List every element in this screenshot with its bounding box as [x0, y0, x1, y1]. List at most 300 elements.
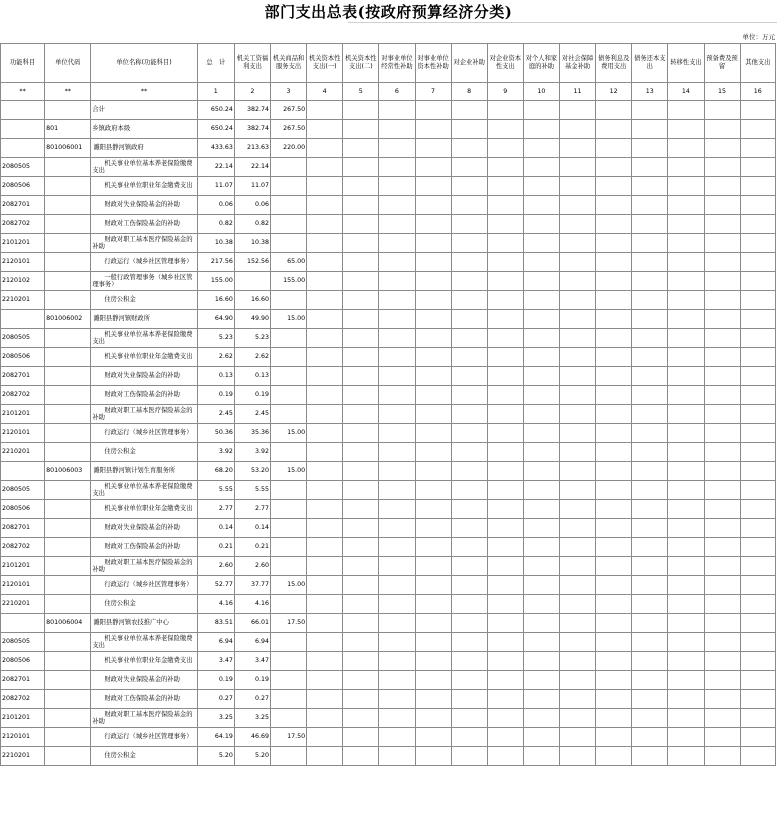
unit-code-cell — [45, 367, 91, 386]
empty-cell — [523, 709, 559, 728]
unit-code-cell — [45, 424, 91, 443]
empty-cell — [596, 253, 632, 272]
unit-name-cell: 财政对工伤保险基金的补助 — [91, 386, 197, 405]
empty-cell — [704, 253, 740, 272]
empty-cell — [343, 405, 379, 424]
empty-cell — [487, 329, 523, 348]
empty-cell — [560, 196, 596, 215]
table-row — [1, 348, 776, 367]
empty-cell — [596, 196, 632, 215]
empty-cell — [307, 709, 343, 728]
empty-cell — [451, 272, 487, 291]
table-row — [1, 291, 776, 310]
empty-cell — [451, 728, 487, 747]
empty-cell — [343, 101, 379, 120]
empty-cell — [668, 234, 704, 253]
empty-cell — [668, 500, 704, 519]
empty-cell — [415, 595, 451, 614]
goods-services-cell — [271, 633, 307, 652]
empty-cell — [415, 291, 451, 310]
table-row — [1, 576, 776, 595]
table-row — [1, 443, 776, 462]
empty-cell — [523, 728, 559, 747]
column-index: 13 — [632, 83, 668, 101]
empty-cell — [632, 747, 668, 766]
empty-cell — [704, 538, 740, 557]
page-title: 部门支出总表(按政府预算经济分类) — [264, 3, 513, 21]
empty-cell — [740, 652, 775, 671]
unit-name-cell: 行政运行（城乡社区管理事务） — [91, 424, 197, 443]
empty-cell — [523, 443, 559, 462]
empty-cell — [379, 728, 415, 747]
column-header: 其他支出 — [740, 44, 775, 83]
empty-cell — [379, 614, 415, 633]
empty-cell — [487, 424, 523, 443]
empty-cell — [307, 253, 343, 272]
empty-cell — [668, 519, 704, 538]
empty-cell — [451, 348, 487, 367]
unit-name-cell: 乡镇政府本级 — [91, 120, 197, 139]
empty-cell — [379, 652, 415, 671]
empty-cell — [523, 405, 559, 424]
empty-cell — [704, 329, 740, 348]
empty-cell — [668, 576, 704, 595]
table-row — [1, 690, 776, 709]
empty-cell — [415, 234, 451, 253]
empty-cell — [668, 595, 704, 614]
wage-cell: 0.21 — [234, 538, 270, 557]
empty-cell — [307, 329, 343, 348]
empty-cell — [560, 633, 596, 652]
empty-cell — [343, 633, 379, 652]
empty-cell — [704, 196, 740, 215]
empty-cell — [632, 481, 668, 500]
empty-cell — [343, 386, 379, 405]
column-header: 转移性支出 — [668, 44, 704, 83]
empty-cell — [415, 500, 451, 519]
empty-cell — [487, 728, 523, 747]
empty-cell — [632, 386, 668, 405]
empty-cell — [307, 139, 343, 158]
empty-cell — [596, 215, 632, 234]
empty-cell — [487, 595, 523, 614]
unit-name-cell: 财政对工伤保险基金的补助 — [91, 538, 197, 557]
total-cell: 0.27 — [197, 690, 234, 709]
total-cell: 3.92 — [197, 443, 234, 462]
table-row — [1, 481, 776, 500]
empty-cell — [379, 481, 415, 500]
total-cell: 64.90 — [197, 310, 234, 329]
table-row — [1, 671, 776, 690]
column-index: 8 — [451, 83, 487, 101]
empty-cell — [487, 709, 523, 728]
column-index: 6 — [379, 83, 415, 101]
unit-name-cell: 机关事业单位职业年金缴费支出 — [91, 652, 197, 671]
table-row — [1, 367, 776, 386]
empty-cell — [668, 367, 704, 386]
empty-cell — [523, 101, 559, 120]
empty-cell — [740, 367, 775, 386]
function-code-cell: 2082701 — [1, 367, 45, 386]
empty-cell — [740, 709, 775, 728]
empty-cell — [487, 101, 523, 120]
unit-name-cell: 财政对职工基本医疗保险基金的补助 — [91, 709, 197, 728]
empty-cell — [704, 557, 740, 576]
column-index: ** — [45, 83, 91, 101]
function-code-cell: 2210201 — [1, 291, 45, 310]
empty-cell — [523, 538, 559, 557]
unit-code-cell — [45, 348, 91, 367]
empty-cell — [632, 177, 668, 196]
empty-cell — [632, 462, 668, 481]
empty-cell — [379, 671, 415, 690]
empty-cell — [560, 709, 596, 728]
total-cell: 0.82 — [197, 215, 234, 234]
empty-cell — [596, 310, 632, 329]
unit-code-cell — [45, 234, 91, 253]
wage-cell: 3.92 — [234, 443, 270, 462]
empty-cell — [487, 443, 523, 462]
function-code-cell: 2210201 — [1, 443, 45, 462]
empty-cell — [523, 633, 559, 652]
unit-name-cell: 行政运行（城乡社区管理事务） — [91, 576, 197, 595]
total-cell: 2.45 — [197, 405, 234, 424]
empty-cell — [343, 690, 379, 709]
unit-name-cell: 濉阳县静河镇计划生育服务所 — [91, 462, 197, 481]
empty-cell — [632, 348, 668, 367]
empty-cell — [668, 253, 704, 272]
unit-name-cell: 财政对职工基本医疗保险基金的补助 — [91, 234, 197, 253]
goods-services-cell: 15.00 — [271, 462, 307, 481]
empty-cell — [487, 310, 523, 329]
empty-cell — [343, 614, 379, 633]
empty-cell — [307, 215, 343, 234]
empty-cell — [560, 557, 596, 576]
empty-cell — [632, 538, 668, 557]
empty-cell — [379, 557, 415, 576]
empty-cell — [343, 348, 379, 367]
empty-cell — [451, 367, 487, 386]
total-cell: 4.16 — [197, 595, 234, 614]
goods-services-cell — [271, 709, 307, 728]
empty-cell — [740, 405, 775, 424]
empty-cell — [596, 291, 632, 310]
empty-cell — [668, 424, 704, 443]
empty-cell — [487, 538, 523, 557]
empty-cell — [415, 557, 451, 576]
empty-cell — [451, 671, 487, 690]
empty-cell — [523, 424, 559, 443]
empty-cell — [632, 576, 668, 595]
empty-cell — [451, 538, 487, 557]
empty-cell — [740, 177, 775, 196]
column-index: 1 — [197, 83, 234, 101]
empty-cell — [451, 690, 487, 709]
table-row — [1, 120, 776, 139]
empty-cell — [451, 234, 487, 253]
goods-services-cell: 15.00 — [271, 424, 307, 443]
total-cell: 217.56 — [197, 253, 234, 272]
empty-cell — [596, 424, 632, 443]
unit-code-cell: 801006001 — [45, 139, 91, 158]
table-row — [1, 462, 776, 481]
empty-cell — [307, 595, 343, 614]
empty-cell — [487, 690, 523, 709]
goods-services-cell — [271, 215, 307, 234]
empty-cell — [704, 728, 740, 747]
empty-cell — [668, 348, 704, 367]
wage-cell: 5.55 — [234, 481, 270, 500]
wage-cell: 37.77 — [234, 576, 270, 595]
unit-code-cell — [45, 196, 91, 215]
empty-cell — [740, 538, 775, 557]
unit-name-cell: 住房公积金 — [91, 595, 197, 614]
empty-cell — [560, 728, 596, 747]
empty-cell — [632, 291, 668, 310]
empty-cell — [307, 519, 343, 538]
goods-services-cell — [271, 481, 307, 500]
total-cell: 16.60 — [197, 291, 234, 310]
empty-cell — [560, 519, 596, 538]
total-cell: 5.55 — [197, 481, 234, 500]
empty-cell — [451, 120, 487, 139]
wage-cell: 0.82 — [234, 215, 270, 234]
empty-cell — [740, 101, 775, 120]
unit-name-cell: 机关事业单位基本养老保险缴费支出 — [91, 481, 197, 500]
empty-cell — [596, 557, 632, 576]
function-code-cell: 2101201 — [1, 234, 45, 253]
unit-name-cell: 住房公积金 — [91, 291, 197, 310]
empty-cell — [632, 500, 668, 519]
column-header: 债务还本支出 — [632, 44, 668, 83]
empty-cell — [740, 196, 775, 215]
unit-name-cell: 合计 — [91, 101, 197, 120]
total-cell: 22.14 — [197, 158, 234, 177]
wage-cell: 0.19 — [234, 671, 270, 690]
wage-cell: 2.77 — [234, 500, 270, 519]
empty-cell — [632, 310, 668, 329]
empty-cell — [523, 690, 559, 709]
function-code-cell: 2210201 — [1, 747, 45, 766]
empty-cell — [740, 443, 775, 462]
goods-services-cell — [271, 158, 307, 177]
total-cell: 10.38 — [197, 234, 234, 253]
empty-cell — [343, 652, 379, 671]
column-header: 机关工资福利支出 — [234, 44, 270, 83]
empty-cell — [343, 329, 379, 348]
empty-cell — [487, 177, 523, 196]
table-row — [1, 139, 776, 158]
unit-code-cell — [45, 215, 91, 234]
empty-cell — [379, 500, 415, 519]
empty-cell — [451, 481, 487, 500]
empty-cell — [668, 196, 704, 215]
empty-cell — [307, 462, 343, 481]
empty-cell — [343, 424, 379, 443]
wage-cell: 213.63 — [234, 139, 270, 158]
goods-services-cell — [271, 367, 307, 386]
empty-cell — [596, 500, 632, 519]
function-code-cell: 2080506 — [1, 177, 45, 196]
empty-cell — [740, 519, 775, 538]
unit-code-cell — [45, 500, 91, 519]
empty-cell — [704, 348, 740, 367]
empty-cell — [704, 139, 740, 158]
goods-services-cell — [271, 405, 307, 424]
empty-cell — [596, 671, 632, 690]
empty-cell — [560, 253, 596, 272]
unit-name-cell: 濉阳县静河镇农技推广中心 — [91, 614, 197, 633]
unit-name-cell: 机关事业单位职业年金缴费支出 — [91, 500, 197, 519]
empty-cell — [343, 595, 379, 614]
empty-cell — [596, 405, 632, 424]
column-header: 单位代码 — [45, 44, 91, 83]
empty-cell — [451, 462, 487, 481]
empty-cell — [451, 557, 487, 576]
empty-cell — [632, 272, 668, 291]
empty-cell — [668, 177, 704, 196]
function-code-cell: 2082702 — [1, 538, 45, 557]
unit-code-cell — [45, 291, 91, 310]
empty-cell — [740, 576, 775, 595]
empty-cell — [415, 538, 451, 557]
empty-cell — [487, 272, 523, 291]
empty-cell — [668, 386, 704, 405]
empty-cell — [307, 120, 343, 139]
empty-cell — [523, 139, 559, 158]
column-index: 11 — [560, 83, 596, 101]
empty-cell — [596, 367, 632, 386]
empty-cell — [740, 215, 775, 234]
wage-cell: 382.74 — [234, 120, 270, 139]
empty-cell — [307, 177, 343, 196]
empty-cell — [451, 595, 487, 614]
empty-cell — [379, 272, 415, 291]
empty-cell — [415, 196, 451, 215]
empty-cell — [596, 519, 632, 538]
unit-code-cell — [45, 538, 91, 557]
empty-cell — [740, 595, 775, 614]
column-header: 债务利息及费用支出 — [596, 44, 632, 83]
empty-cell — [451, 519, 487, 538]
empty-cell — [704, 310, 740, 329]
empty-cell — [307, 481, 343, 500]
total-cell: 0.13 — [197, 367, 234, 386]
empty-cell — [523, 462, 559, 481]
empty-cell — [668, 747, 704, 766]
empty-cell — [668, 557, 704, 576]
empty-cell — [560, 139, 596, 158]
goods-services-cell — [271, 386, 307, 405]
empty-cell — [307, 348, 343, 367]
empty-cell — [307, 101, 343, 120]
column-header: 对企业资本性支出 — [487, 44, 523, 83]
empty-cell — [487, 500, 523, 519]
empty-cell — [740, 234, 775, 253]
table-row — [1, 234, 776, 253]
empty-cell — [343, 443, 379, 462]
table-row — [1, 253, 776, 272]
empty-cell — [451, 747, 487, 766]
empty-cell — [343, 253, 379, 272]
table-row — [1, 747, 776, 766]
empty-cell — [596, 652, 632, 671]
column-index: 5 — [343, 83, 379, 101]
empty-cell — [668, 462, 704, 481]
empty-cell — [560, 424, 596, 443]
unit-name-cell: 财政对失业保险基金的补助 — [91, 196, 197, 215]
empty-cell — [415, 253, 451, 272]
empty-cell — [379, 120, 415, 139]
unit-name-cell: 财政对工伤保险基金的补助 — [91, 215, 197, 234]
empty-cell — [523, 272, 559, 291]
empty-cell — [704, 386, 740, 405]
unit-name-cell: 财政对职工基本医疗保险基金的补助 — [91, 405, 197, 424]
empty-cell — [307, 272, 343, 291]
empty-cell — [523, 348, 559, 367]
empty-cell — [596, 595, 632, 614]
column-header: 对事业单位经常性补助 — [379, 44, 415, 83]
unit-name-cell: 濉阳县静河镇政府 — [91, 139, 197, 158]
goods-services-cell — [271, 443, 307, 462]
column-header: 对企业补助 — [451, 44, 487, 83]
total-cell: 155.00 — [197, 272, 234, 291]
column-index: 16 — [740, 83, 775, 101]
function-code-cell — [1, 462, 45, 481]
function-code-cell — [1, 614, 45, 633]
empty-cell — [596, 443, 632, 462]
column-header: 对个人和家庭的补助 — [523, 44, 559, 83]
function-code-cell: 2210201 — [1, 595, 45, 614]
empty-cell — [451, 443, 487, 462]
empty-cell — [632, 671, 668, 690]
empty-cell — [560, 690, 596, 709]
empty-cell — [379, 462, 415, 481]
total-cell: 5.23 — [197, 329, 234, 348]
empty-cell — [379, 519, 415, 538]
empty-cell — [596, 728, 632, 747]
column-header: 功能科目 — [1, 44, 45, 83]
empty-cell — [307, 557, 343, 576]
empty-cell — [307, 443, 343, 462]
empty-cell — [704, 101, 740, 120]
empty-cell — [487, 671, 523, 690]
column-index: ** — [1, 83, 45, 101]
function-code-cell: 2120102 — [1, 272, 45, 291]
empty-cell — [343, 538, 379, 557]
empty-cell — [632, 424, 668, 443]
empty-cell — [307, 614, 343, 633]
wage-cell: 16.60 — [234, 291, 270, 310]
empty-cell — [379, 234, 415, 253]
empty-cell — [560, 348, 596, 367]
unit-code-cell — [45, 595, 91, 614]
table-row — [1, 709, 776, 728]
empty-cell — [596, 386, 632, 405]
function-code-cell: 2120101 — [1, 253, 45, 272]
empty-cell — [704, 747, 740, 766]
unit-name-cell: 机关事业单位职业年金缴费支出 — [91, 177, 197, 196]
table-body — [1, 101, 776, 766]
empty-cell — [343, 481, 379, 500]
empty-cell — [740, 253, 775, 272]
empty-cell — [451, 633, 487, 652]
empty-cell — [307, 728, 343, 747]
empty-cell — [343, 728, 379, 747]
empty-cell — [740, 310, 775, 329]
empty-cell — [451, 177, 487, 196]
unit-code-cell — [45, 576, 91, 595]
